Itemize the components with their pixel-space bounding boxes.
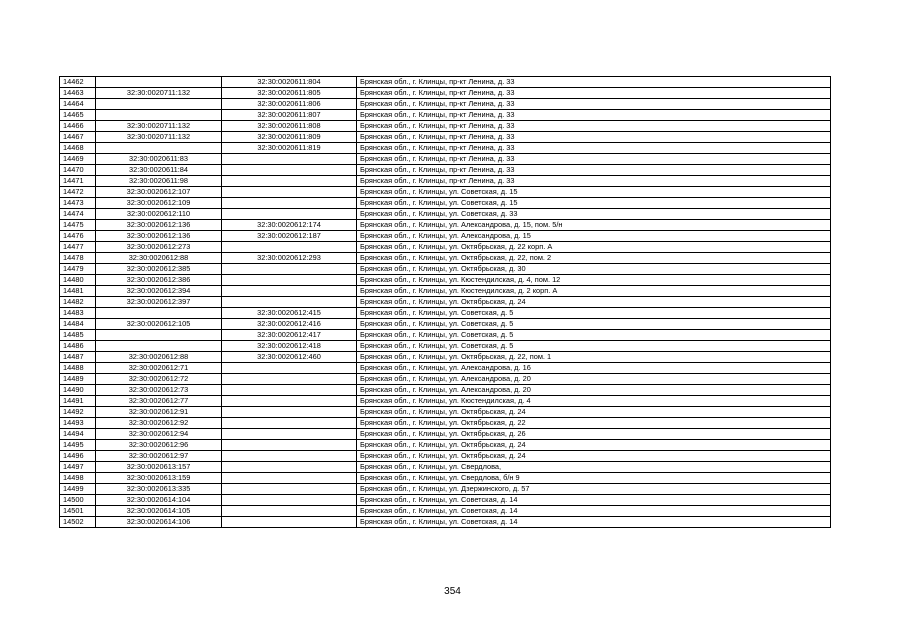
object-number-cell: 32:30:0020612:460 — [222, 352, 357, 363]
row-number-cell: 14477 — [60, 242, 96, 253]
parcel-number-cell: 32:30:0020612:97 — [96, 451, 222, 462]
table-row — [60, 286, 831, 297]
row-number-cell: 14478 — [60, 253, 96, 264]
address-cell: Брянская обл., г. Клинцы, ул. Октябрьская, д. 22 корп. А — [357, 242, 831, 253]
parcel-number-cell: 32:30:0020611:84 — [96, 165, 222, 176]
parcel-number-cell: 32:30:0020711:132 — [96, 121, 222, 132]
table-row — [60, 187, 831, 198]
object-number-cell — [222, 429, 357, 440]
address-cell: Брянская обл., г. Клинцы, пр-кт Ленина, д. 33 — [357, 77, 831, 88]
table-row — [60, 77, 831, 88]
parcel-number-cell: 32:30:0020612:88 — [96, 352, 222, 363]
row-number-cell: 14462 — [60, 77, 96, 88]
parcel-number-cell — [96, 341, 222, 352]
address-cell: Брянская обл., г. Клинцы, ул. Свердлова, б/н 9 — [357, 473, 831, 484]
object-number-cell: 32:30:0020611:805 — [222, 88, 357, 99]
object-number-cell — [222, 165, 357, 176]
address-cell: Брянская обл., г. Клинцы, ул. Советская, д. 33 — [357, 209, 831, 220]
parcel-number-cell: 32:30:0020612:397 — [96, 297, 222, 308]
object-number-cell — [222, 473, 357, 484]
object-number-cell: 32:30:0020612:415 — [222, 308, 357, 319]
parcel-number-cell: 32:30:0020612:72 — [96, 374, 222, 385]
table-row — [60, 385, 831, 396]
row-number-cell: 14500 — [60, 495, 96, 506]
parcel-number-cell: 32:30:0020614:105 — [96, 506, 222, 517]
address-cell: Брянская обл., г. Клинцы, ул. Александрова, д. 20 — [357, 385, 831, 396]
object-number-cell: 32:30:0020611:807 — [222, 110, 357, 121]
parcel-number-cell: 32:30:0020612:77 — [96, 396, 222, 407]
object-number-cell — [222, 187, 357, 198]
row-number-cell: 14469 — [60, 154, 96, 165]
parcel-number-cell: 32:30:0020611:98 — [96, 176, 222, 187]
row-number-cell: 14491 — [60, 396, 96, 407]
table-row — [60, 418, 831, 429]
table-body — [60, 77, 831, 528]
row-number-cell: 14483 — [60, 308, 96, 319]
row-number-cell: 14485 — [60, 330, 96, 341]
address-cell: Брянская обл., г. Клинцы, пр-кт Ленина, д. 33 — [357, 121, 831, 132]
table-row — [60, 517, 831, 528]
address-cell: Брянская обл., г. Клинцы, пр-кт Ленина, д. 33 — [357, 165, 831, 176]
address-cell: Брянская обл., г. Клинцы, ул. Советская, д. 14 — [357, 506, 831, 517]
parcel-number-cell: 32:30:0020613:157 — [96, 462, 222, 473]
address-cell: Брянская обл., г. Клинцы, ул. Александрова, д. 15, пом. 5/н — [357, 220, 831, 231]
table-row — [60, 319, 831, 330]
row-number-cell: 14480 — [60, 275, 96, 286]
object-number-cell — [222, 286, 357, 297]
parcel-number-cell — [96, 308, 222, 319]
object-number-cell: 32:30:0020612:418 — [222, 341, 357, 352]
table-row — [60, 121, 831, 132]
object-number-cell — [222, 297, 357, 308]
object-number-cell — [222, 264, 357, 275]
table-row — [60, 429, 831, 440]
table-row — [60, 462, 831, 473]
object-number-cell — [222, 396, 357, 407]
table-row — [60, 506, 831, 517]
address-cell: Брянская обл., г. Клинцы, ул. Октябрьская, д. 24 — [357, 451, 831, 462]
address-cell: Брянская обл., г. Клинцы, ул. Октябрьская, д. 26 — [357, 429, 831, 440]
row-number-cell: 14492 — [60, 407, 96, 418]
table-row — [60, 473, 831, 484]
address-cell: Брянская обл., г. Клинцы, ул. Советская, д. 5 — [357, 319, 831, 330]
object-number-cell: 32:30:0020611:808 — [222, 121, 357, 132]
address-cell: Брянская обл., г. Клинцы, ул. Советская, д. 15 — [357, 187, 831, 198]
table-row — [60, 330, 831, 341]
address-cell: Брянская обл., г. Клинцы, ул. Октябрьская, д. 22 — [357, 418, 831, 429]
table-row — [60, 198, 831, 209]
row-number-cell: 14473 — [60, 198, 96, 209]
row-number-cell: 14487 — [60, 352, 96, 363]
table-row — [60, 374, 831, 385]
parcel-number-cell: 32:30:0020613:335 — [96, 484, 222, 495]
parcel-number-cell: 32:30:0020612:110 — [96, 209, 222, 220]
parcel-number-cell: 32:30:0020612:394 — [96, 286, 222, 297]
object-number-cell: 32:30:0020611:804 — [222, 77, 357, 88]
parcel-number-cell: 32:30:0020612:105 — [96, 319, 222, 330]
address-cell: Брянская обл., г. Клинцы, ул. Кюстендилская, д. 4 — [357, 396, 831, 407]
cadastral-table — [59, 76, 831, 528]
table-row — [60, 451, 831, 462]
address-cell: Брянская обл., г. Клинцы, ул. Октябрьская, д. 24 — [357, 297, 831, 308]
object-number-cell: 32:30:0020612:187 — [222, 231, 357, 242]
row-number-cell: 14502 — [60, 517, 96, 528]
row-number-cell: 14481 — [60, 286, 96, 297]
object-number-cell — [222, 242, 357, 253]
row-number-cell: 14476 — [60, 231, 96, 242]
parcel-number-cell: 32:30:0020711:132 — [96, 88, 222, 99]
row-number-cell: 14474 — [60, 209, 96, 220]
object-number-cell — [222, 495, 357, 506]
address-cell: Брянская обл., г. Клинцы, ул. Кюстендилская, д. 2 корп. А — [357, 286, 831, 297]
table-row — [60, 341, 831, 352]
table-row — [60, 396, 831, 407]
row-number-cell: 14470 — [60, 165, 96, 176]
row-number-cell: 14464 — [60, 99, 96, 110]
address-cell: Брянская обл., г. Клинцы, ул. Советская, д. 14 — [357, 517, 831, 528]
table-row — [60, 484, 831, 495]
parcel-number-cell: 32:30:0020612:109 — [96, 198, 222, 209]
object-number-cell: 32:30:0020611:806 — [222, 99, 357, 110]
object-number-cell — [222, 440, 357, 451]
parcel-number-cell: 32:30:0020612:88 — [96, 253, 222, 264]
address-cell: Брянская обл., г. Клинцы, ул. Октябрьская, д. 22, пом. 1 — [357, 352, 831, 363]
parcel-number-cell: 32:30:0020612:96 — [96, 440, 222, 451]
address-cell: Брянская обл., г. Клинцы, пр-кт Ленина, д. 33 — [357, 154, 831, 165]
address-cell: Брянская обл., г. Клинцы, ул. Советская, д. 14 — [357, 495, 831, 506]
parcel-number-cell: 32:30:0020611:83 — [96, 154, 222, 165]
object-number-cell — [222, 198, 357, 209]
object-number-cell: 32:30:0020612:174 — [222, 220, 357, 231]
row-number-cell: 14486 — [60, 341, 96, 352]
address-cell: Брянская обл., г. Клинцы, пр-кт Ленина, д. 33 — [357, 176, 831, 187]
table-row — [60, 264, 831, 275]
address-cell: Брянская обл., г. Клинцы, пр-кт Ленина, д. 33 — [357, 132, 831, 143]
parcel-number-cell: 32:30:0020612:92 — [96, 418, 222, 429]
row-number-cell: 14490 — [60, 385, 96, 396]
address-cell: Брянская обл., г. Клинцы, ул. Дзержинского, д. 57 — [357, 484, 831, 495]
row-number-cell: 14482 — [60, 297, 96, 308]
parcel-number-cell: 32:30:0020612:136 — [96, 231, 222, 242]
address-cell: Брянская обл., г. Клинцы, ул. Александрова, д. 15 — [357, 231, 831, 242]
object-number-cell — [222, 407, 357, 418]
address-cell: Брянская обл., г. Клинцы, ул. Октябрьская, д. 22, пом. 2 — [357, 253, 831, 264]
table-row — [60, 363, 831, 374]
address-cell: Брянская обл., г. Клинцы, ул. Александрова, д. 20 — [357, 374, 831, 385]
address-cell: Брянская обл., г. Клинцы, ул. Октябрьская, д. 24 — [357, 407, 831, 418]
object-number-cell — [222, 462, 357, 473]
parcel-number-cell: 32:30:0020612:107 — [96, 187, 222, 198]
table-row — [60, 132, 831, 143]
table-row — [60, 495, 831, 506]
row-number-cell: 14495 — [60, 440, 96, 451]
table-row — [60, 231, 831, 242]
parcel-number-cell — [96, 99, 222, 110]
address-cell: Брянская обл., г. Клинцы, пр-кт Ленина, д. 33 — [357, 110, 831, 121]
parcel-number-cell — [96, 110, 222, 121]
row-number-cell: 14465 — [60, 110, 96, 121]
row-number-cell: 14488 — [60, 363, 96, 374]
table-row — [60, 308, 831, 319]
row-number-cell: 14499 — [60, 484, 96, 495]
table-row — [60, 110, 831, 121]
row-number-cell: 14498 — [60, 473, 96, 484]
parcel-number-cell: 32:30:0020614:106 — [96, 517, 222, 528]
object-number-cell — [222, 275, 357, 286]
address-cell: Брянская обл., г. Клинцы, ул. Свердлова, — [357, 462, 831, 473]
address-cell: Брянская обл., г. Клинцы, ул. Александрова, д. 16 — [357, 363, 831, 374]
object-number-cell — [222, 385, 357, 396]
object-number-cell: 32:30:0020612:293 — [222, 253, 357, 264]
parcel-number-cell: 32:30:0020711:132 — [96, 132, 222, 143]
address-cell: Брянская обл., г. Клинцы, ул. Октябрьская, д. 30 — [357, 264, 831, 275]
parcel-number-cell — [96, 77, 222, 88]
table-row — [60, 275, 831, 286]
address-cell: Брянская обл., г. Клинцы, ул. Октябрьская, д. 24 — [357, 440, 831, 451]
object-number-cell: 32:30:0020612:417 — [222, 330, 357, 341]
table-row — [60, 88, 831, 99]
row-number-cell: 14501 — [60, 506, 96, 517]
object-number-cell: 32:30:0020612:416 — [222, 319, 357, 330]
table-row — [60, 253, 831, 264]
table-row — [60, 176, 831, 187]
row-number-cell: 14471 — [60, 176, 96, 187]
address-cell: Брянская обл., г. Клинцы, ул. Советская, д. 5 — [357, 330, 831, 341]
table-row — [60, 99, 831, 110]
row-number-cell: 14497 — [60, 462, 96, 473]
object-number-cell — [222, 209, 357, 220]
row-number-cell: 14475 — [60, 220, 96, 231]
row-number-cell: 14494 — [60, 429, 96, 440]
object-number-cell — [222, 418, 357, 429]
table-row — [60, 165, 831, 176]
row-number-cell: 14484 — [60, 319, 96, 330]
address-cell: Брянская обл., г. Клинцы, ул. Советская, д. 5 — [357, 341, 831, 352]
address-cell: Брянская обл., г. Клинцы, пр-кт Ленина, д. 33 — [357, 88, 831, 99]
object-number-cell — [222, 517, 357, 528]
parcel-number-cell: 32:30:0020612:73 — [96, 385, 222, 396]
table-row — [60, 407, 831, 418]
address-cell: Брянская обл., г. Клинцы, ул. Кюстендилская, д. 4, пом. 12 — [357, 275, 831, 286]
row-number-cell: 14463 — [60, 88, 96, 99]
row-number-cell: 14489 — [60, 374, 96, 385]
object-number-cell: 32:30:0020611:819 — [222, 143, 357, 154]
object-number-cell — [222, 506, 357, 517]
address-cell: Брянская обл., г. Клинцы, ул. Советская, д. 15 — [357, 198, 831, 209]
row-number-cell: 14472 — [60, 187, 96, 198]
table-row — [60, 209, 831, 220]
address-cell: Брянская обл., г. Клинцы, ул. Советская, д. 5 — [357, 308, 831, 319]
parcel-number-cell: 32:30:0020612:386 — [96, 275, 222, 286]
table-row — [60, 242, 831, 253]
object-number-cell — [222, 176, 357, 187]
address-cell: Брянская обл., г. Клинцы, пр-кт Ленина, д. 33 — [357, 143, 831, 154]
object-number-cell — [222, 484, 357, 495]
object-number-cell — [222, 154, 357, 165]
row-number-cell: 14468 — [60, 143, 96, 154]
page-number: 354 — [444, 586, 461, 597]
address-cell: Брянская обл., г. Клинцы, пр-кт Ленина, д. 33 — [357, 99, 831, 110]
parcel-number-cell: 32:30:0020612:94 — [96, 429, 222, 440]
parcel-number-cell — [96, 330, 222, 341]
table-row — [60, 143, 831, 154]
parcel-number-cell: 32:30:0020614:104 — [96, 495, 222, 506]
object-number-cell: 32:30:0020611:809 — [222, 132, 357, 143]
object-number-cell — [222, 374, 357, 385]
row-number-cell: 14467 — [60, 132, 96, 143]
table-row — [60, 297, 831, 308]
row-number-cell: 14466 — [60, 121, 96, 132]
parcel-number-cell: 32:30:0020612:385 — [96, 264, 222, 275]
row-number-cell: 14493 — [60, 418, 96, 429]
object-number-cell — [222, 451, 357, 462]
object-number-cell — [222, 363, 357, 374]
table-row — [60, 220, 831, 231]
table-row — [60, 440, 831, 451]
row-number-cell: 14496 — [60, 451, 96, 462]
parcel-number-cell — [96, 143, 222, 154]
table-row — [60, 154, 831, 165]
parcel-number-cell: 32:30:0020612:273 — [96, 242, 222, 253]
table-row — [60, 352, 831, 363]
parcel-number-cell: 32:30:0020612:91 — [96, 407, 222, 418]
parcel-number-cell: 32:30:0020613:159 — [96, 473, 222, 484]
row-number-cell: 14479 — [60, 264, 96, 275]
parcel-number-cell: 32:30:0020612:136 — [96, 220, 222, 231]
parcel-number-cell: 32:30:0020612:71 — [96, 363, 222, 374]
